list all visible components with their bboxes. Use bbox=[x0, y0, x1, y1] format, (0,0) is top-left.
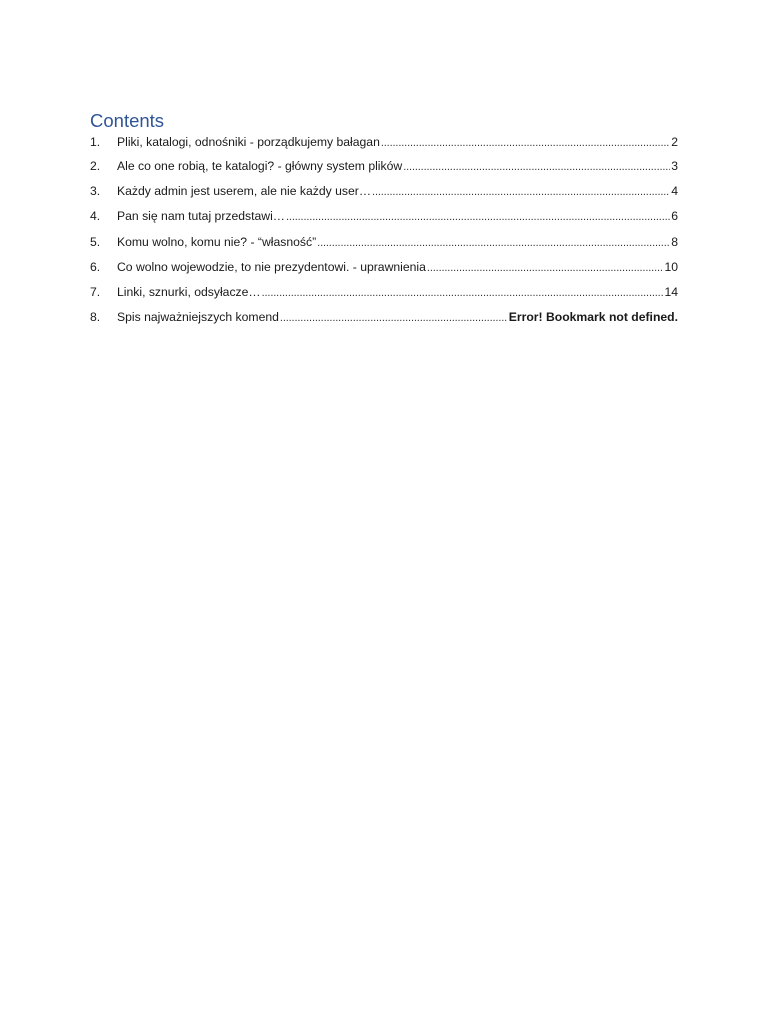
toc-entry-title: Linki, sznurki, odsyłacze… bbox=[117, 284, 261, 299]
toc-entry[interactable] bbox=[90, 159, 678, 184]
toc-dot-leader bbox=[403, 159, 670, 175]
toc-entry-page: 6 bbox=[671, 209, 678, 224]
toc-entry-number: 2. bbox=[90, 159, 101, 173]
toc-entry-title: Ale co one robią, te katalogi? - główny system plików bbox=[117, 159, 403, 173]
toc-entry[interactable] bbox=[90, 135, 678, 159]
toc-entry-title: Spis najważniejszych komend bbox=[117, 310, 279, 325]
toc-entry[interactable] bbox=[90, 209, 678, 234]
toc-entry-page-error: Error! Bookmark not defined. bbox=[508, 310, 678, 325]
toc-dot-leader bbox=[372, 184, 670, 200]
toc-dot-leader bbox=[286, 209, 670, 225]
toc-entry-page: 14 bbox=[664, 284, 678, 299]
toc-list bbox=[90, 135, 678, 335]
toc-entry-number: 1. bbox=[90, 135, 101, 149]
toc-entry-number: 7. bbox=[90, 284, 101, 299]
toc-dot-leader bbox=[280, 310, 508, 326]
toc-entry-number: 4. bbox=[90, 209, 101, 224]
table-of-contents bbox=[90, 110, 678, 335]
toc-entry-page: 2 bbox=[671, 135, 678, 149]
toc-entry[interactable] bbox=[90, 184, 678, 209]
toc-entry[interactable] bbox=[90, 235, 678, 260]
toc-dot-leader bbox=[381, 135, 670, 151]
toc-entry-page: 3 bbox=[671, 159, 678, 173]
toc-entry-title: Każdy admin jest userem, ale nie każdy user… bbox=[117, 184, 372, 199]
toc-entry[interactable] bbox=[90, 260, 678, 285]
toc-entry-page: 4 bbox=[671, 184, 678, 199]
toc-dot-leader bbox=[262, 285, 664, 301]
toc-entry-title: Pan się nam tutaj przedstawi… bbox=[117, 209, 285, 224]
toc-entry-title: Co wolno wojewodzie, to nie prezydentowi. - uprawnienia bbox=[117, 259, 426, 274]
toc-entry[interactable] bbox=[90, 285, 678, 310]
toc-entry-page: 8 bbox=[671, 234, 678, 249]
toc-entry-number: 8. bbox=[90, 310, 101, 325]
toc-entry-page: 10 bbox=[664, 259, 678, 274]
toc-heading: Contents bbox=[90, 110, 165, 131]
toc-entry-title: Komu wolno, komu nie? - “własność” bbox=[117, 234, 317, 249]
toc-entry-title: Pliki, katalogi, odnośniki - porządkujemy bałagan bbox=[117, 135, 380, 149]
toc-dot-leader bbox=[427, 260, 664, 276]
toc-entry[interactable] bbox=[90, 310, 678, 335]
toc-dot-leader bbox=[317, 235, 670, 251]
toc-entry-number: 5. bbox=[90, 234, 101, 249]
toc-entry-number: 6. bbox=[90, 259, 101, 274]
toc-entry-number: 3. bbox=[90, 184, 101, 199]
